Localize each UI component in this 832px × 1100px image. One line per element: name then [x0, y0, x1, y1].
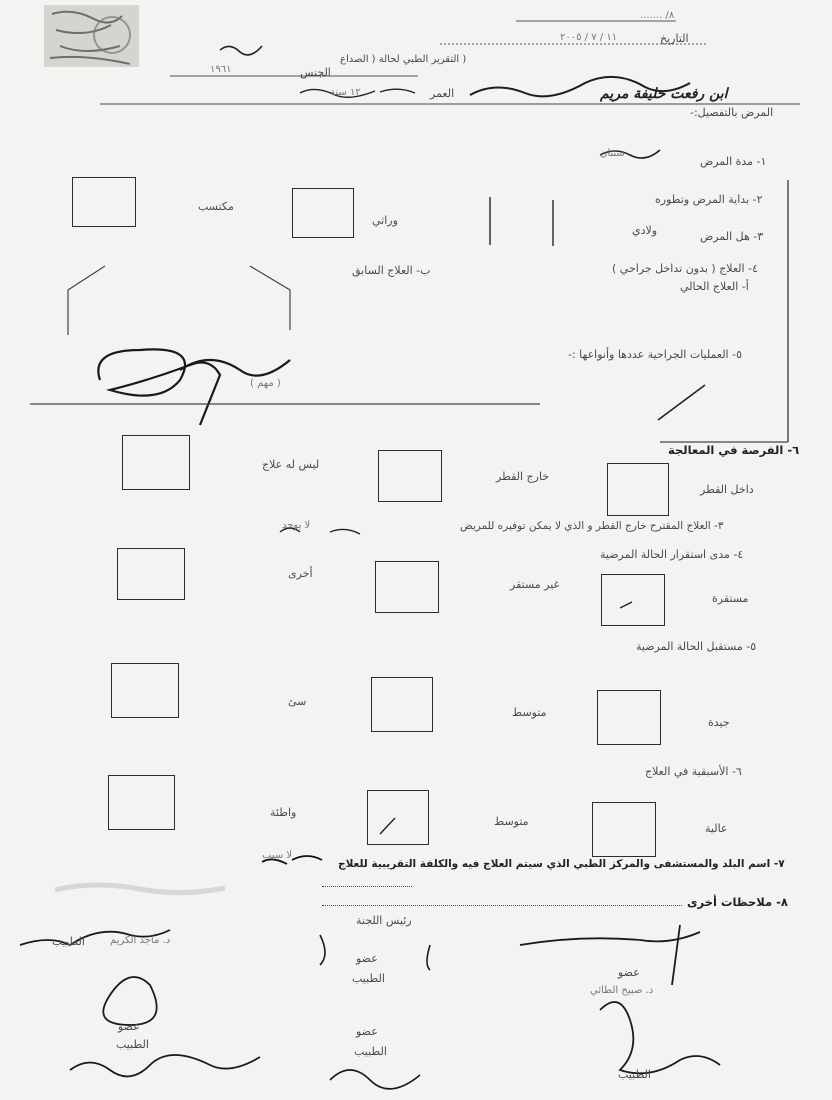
opt-stable: مستقرة — [712, 592, 749, 605]
committee-doctor-center: الطبيب — [352, 972, 385, 985]
committee-doctor-left-2: الطبيب — [116, 1038, 149, 1051]
q11-answer: لا سبب — [262, 850, 293, 861]
signature-center-bottom — [330, 1070, 420, 1089]
bracket-left — [68, 266, 105, 335]
patient-name: ابن رفعت خليفة مريم — [600, 86, 728, 102]
q8-stability: ٤- مدى استقرار الحالة المرضية — [600, 548, 744, 561]
checkbox-inside[interactable] — [607, 463, 669, 516]
opt-high: عالية — [705, 822, 728, 835]
opt-outside: خارج القطر — [496, 470, 550, 483]
q4-treatment: ٤- العلاج ( بدون تداخل جراحي ) — [612, 262, 758, 275]
opt-unstable: غير مستقر — [510, 578, 560, 591]
age-label: العمر — [430, 87, 455, 100]
opt-medium: متوسط — [512, 706, 547, 719]
q3-type: ٣- هل المرض — [700, 230, 764, 243]
checkbox-hereditary[interactable] — [292, 188, 354, 238]
checkbox-stable[interactable] — [601, 574, 665, 626]
opt-bad: سئ — [288, 695, 307, 708]
checkbox-unstable[interactable] — [375, 561, 439, 613]
checkbox-bad[interactable] — [111, 663, 179, 718]
q4b-previous: ب- العلاج السابق — [352, 264, 431, 277]
committee-doctor-left: الطبيب — [52, 935, 85, 948]
age-value: ١٢ سنة — [330, 87, 361, 98]
checkbox-no-treatment[interactable] — [122, 435, 190, 490]
committee-member-left: عضو — [118, 1020, 140, 1033]
signature-note: ( مهم ) — [250, 378, 281, 389]
opt-low: واطئة — [270, 806, 297, 819]
q7-answer: لا يوجد — [282, 520, 311, 531]
q3-congenital: ولادي — [632, 224, 658, 237]
q1-answer: سنتان — [600, 148, 625, 159]
checkbox-low[interactable] — [108, 775, 175, 830]
section-title: المرض بالتفصيل:- — [690, 106, 774, 119]
opt-other: أخرى — [288, 567, 313, 580]
checkbox-acquired[interactable] — [72, 177, 136, 227]
date-value: ١١ / ٧ / ٢٠٠٥ — [560, 32, 618, 43]
signature-left-mid — [103, 977, 156, 1025]
date-label: التاريخ — [660, 32, 689, 45]
slash-mark — [658, 385, 705, 420]
q3-hereditary: وراثي — [372, 214, 398, 227]
q4a-current: أ- العلاج الحالي — [680, 280, 749, 293]
q9-prognosis: ٥- مستقبل الحالة المرضية — [636, 640, 757, 653]
q12-dotted-line — [322, 905, 682, 906]
opt-priority-medium: متوسط — [494, 815, 529, 828]
ref-scribble: ٨/ ....... — [640, 10, 675, 21]
gender-label: الجنس — [300, 66, 331, 79]
smudge — [55, 885, 225, 893]
opt-inside: داخل القطر — [700, 483, 754, 496]
q1-duration: ١- مدة المرض — [700, 155, 767, 168]
q5-surgeries: ٥- العمليات الجراحية عددها وأنواعها :- — [568, 348, 742, 361]
q7-proposed: ٣- العلاج المقترح خارج القطر و الذي لا يمكن توفيره للمريض — [460, 520, 724, 532]
signature-left-bottom — [70, 1055, 260, 1076]
q10-priority: ٦- الأسبقية في العلاج — [645, 765, 742, 778]
checkbox-medium[interactable] — [371, 677, 433, 732]
signature-right-stroke — [672, 925, 680, 985]
opt-no-treatment: ليس له علاج — [262, 458, 320, 471]
committee-member-right: عضو — [618, 966, 640, 979]
opt-good: جيدة — [708, 716, 730, 729]
checkbox-priority-medium[interactable] — [367, 790, 429, 845]
doctor-name-right: د. صبيح الطائي — [590, 985, 654, 996]
committee-chair: رئيس اللجنة — [356, 914, 412, 927]
committee-member-center: عضو — [356, 952, 378, 965]
doctor-name-left: د. ماجد الكريم — [110, 935, 171, 946]
q11-dotted-line — [322, 886, 412, 887]
q2-onset: ٢- بداية المرض وتطوره — [655, 193, 763, 206]
checkbox-outside[interactable] — [378, 450, 442, 502]
bracket-mid — [250, 266, 290, 330]
stamp-logo — [44, 5, 139, 67]
committee-member-bottom: عضو — [356, 1025, 378, 1038]
q11-location: ٧- اسم البلد والمستشفى والمركز الطبي الذي سيتم العلاج فيه والكلفة التقريبية للعلاج — [338, 858, 785, 870]
checkbox-good[interactable] — [597, 690, 661, 745]
committee-doctor-right: الطبيب — [618, 1068, 651, 1081]
q3-acquired: مكتسب — [198, 200, 234, 213]
checkbox-other[interactable] — [117, 548, 185, 600]
committee-doctor-bottom: الطبيب — [354, 1045, 387, 1058]
gender-value: ١٩٦١ — [210, 64, 232, 75]
checkbox-high[interactable] — [592, 802, 656, 857]
signature-right-bottom — [600, 1002, 720, 1073]
signature-right-top — [520, 932, 700, 945]
q12-notes: ٨- ملاحظات أخرى — [687, 895, 788, 909]
handwriting-gender — [220, 46, 262, 55]
q6-chance: ٦- الفرصة في المعالجة — [668, 443, 800, 457]
report-label: ( التقرير الطبي لحالة ( الصداع — [340, 54, 467, 65]
